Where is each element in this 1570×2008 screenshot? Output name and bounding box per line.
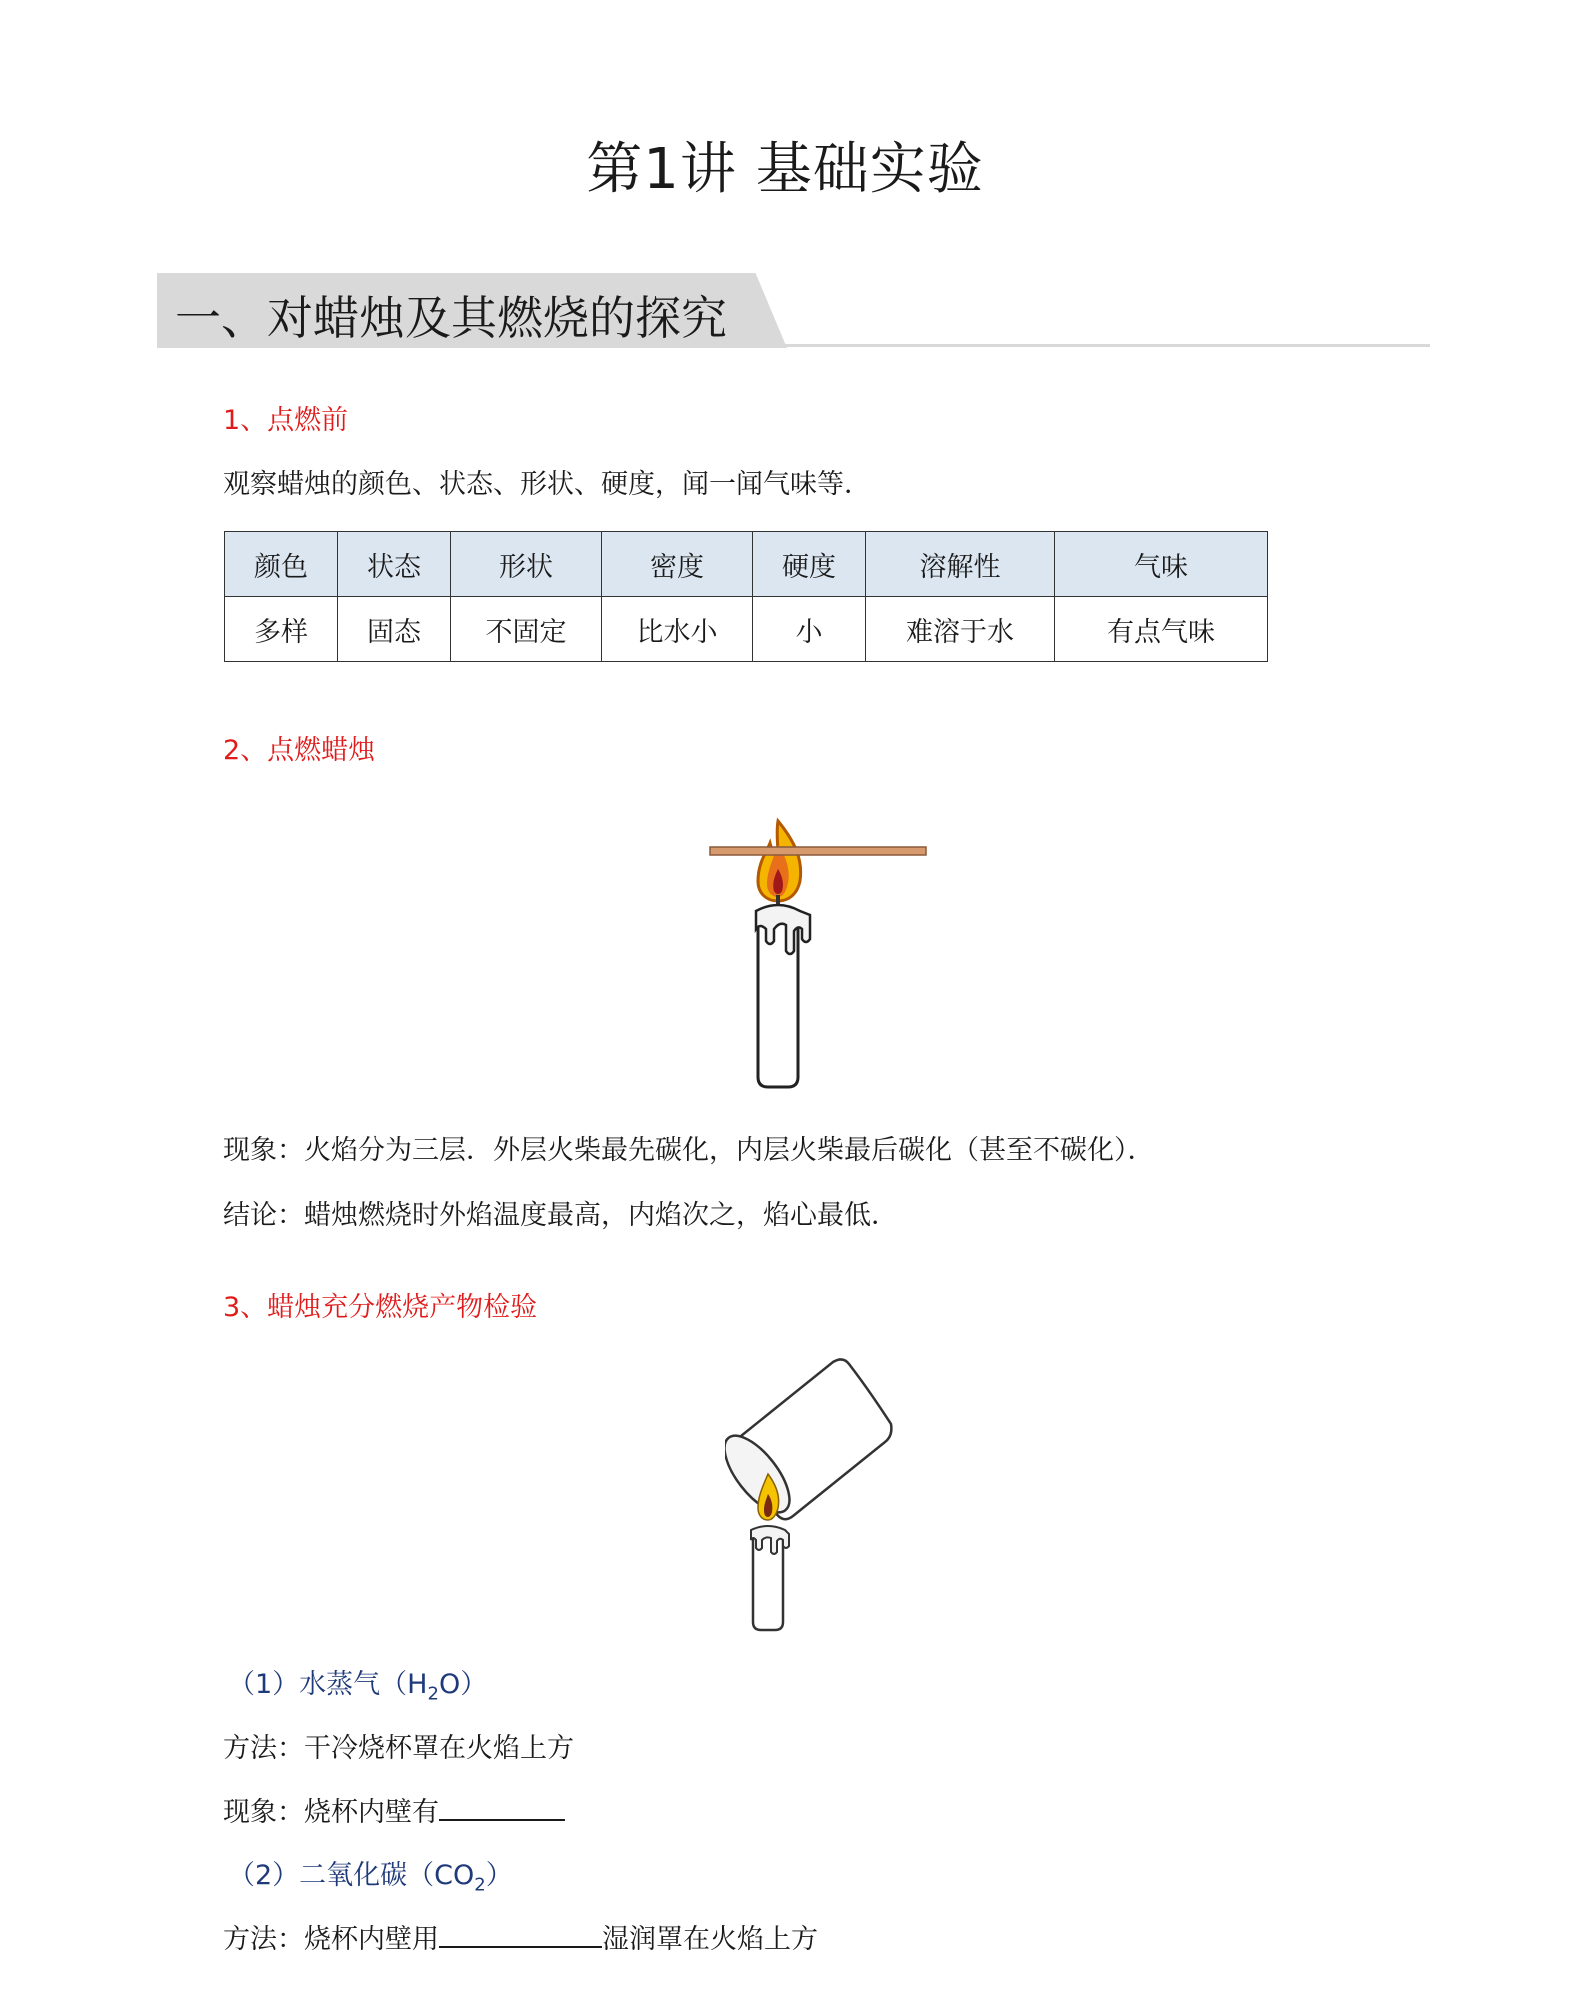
section-title: 一、对蜡烛及其燃烧的探究 [175,291,727,345]
table-header-cell: 形状 [451,532,602,597]
conclusion-text: 结论：蜡烛燃烧时外焰温度最高，内焰次之，焰心最低． [223,1200,898,1231]
table-header-cell: 硬度 [753,532,866,597]
subheading-lighting-candle: 2、点燃蜡烛 [223,735,376,766]
phenomenon-text: 现象：火焰分为三层．外层火柴最先碳化，内层火柴最后碳化（甚至不碳化）． [223,1135,1155,1166]
table-cell: 固态 [338,597,451,662]
fill-in-blank[interactable] [439,1920,602,1948]
table-header-row [225,532,1268,597]
subheading-combustion-products: 3、蜡烛充分燃烧产物检验 [223,1292,538,1323]
candle-match-illustration [700,795,940,1095]
page-title: 第1讲 基础实验 [586,137,984,202]
match-stick [710,847,926,855]
table-cell: 多样 [225,597,338,662]
subheading-before-lighting: 1、点燃前 [223,405,349,436]
candle-properties-table [224,531,1268,662]
table-header-cell: 颜色 [225,532,338,597]
candle-beaker-illustration [725,1350,915,1640]
observation-text: 观察蜡烛的颜色、状态、形状、硬度，闻一闻气味等． [223,469,871,500]
water-phenomenon-text: 现象：烧杯内壁有 [223,1790,565,1829]
table-header-cell: 状态 [338,532,451,597]
table-cell: 难溶于水 [866,597,1055,662]
table-cell: 小 [753,597,866,662]
section-underline [780,344,1430,347]
table-header-cell: 溶解性 [866,532,1055,597]
co2-label: （2）二氧化碳$(CO_2)$ [228,1860,513,1896]
table-cell: 比水小 [602,597,753,662]
water-vapor-label: （1）水蒸气$(H_2O)$ [228,1669,488,1705]
table-cell: 有点气味 [1055,597,1268,662]
table-header-cell: 密度 [602,532,753,597]
table-header-cell: 气味 [1055,532,1268,597]
co2-method-text: 方法：烧杯内壁用 湿润罩在火焰上方 [223,1917,818,1956]
water-method-text: 方法：干冷烧杯罩在火焰上方 [223,1733,574,1764]
table-row [225,597,1268,662]
fill-in-blank[interactable] [439,1793,565,1821]
table-cell: 不固定 [451,597,602,662]
